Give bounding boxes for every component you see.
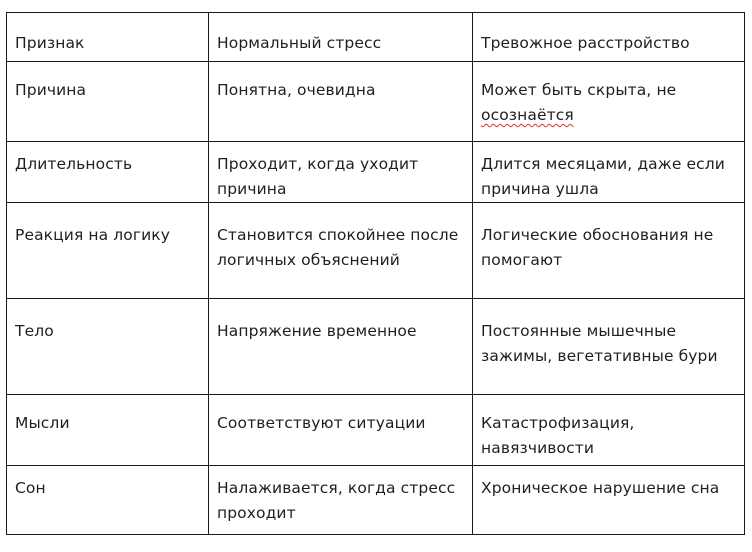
table-row (7, 62, 745, 142)
header-label-feature: Признак (15, 34, 85, 52)
cell-text: Длится месяцами, даже если причина ушла (481, 155, 725, 198)
cell-text: Мысли (15, 414, 70, 432)
cell-normal[interactable] (209, 395, 473, 466)
header-cell-feature[interactable] (7, 13, 209, 62)
cell-feature[interactable] (7, 299, 209, 395)
header-cell-anxiety-disorder[interactable] (473, 13, 745, 62)
cell-text: Логические обоснования не помогают (481, 226, 714, 269)
cell-anxiety[interactable] (473, 395, 745, 466)
cell-text: Реакция на логику (15, 226, 171, 244)
cell-normal[interactable] (209, 62, 473, 142)
cell-text: Хроническое нарушение сна (481, 479, 720, 497)
table-row (7, 299, 745, 395)
cell-text: Причина (15, 81, 87, 99)
cell-text: Понятна, очевидна (217, 81, 376, 99)
cell-text: Длительность (15, 155, 133, 173)
table-row (7, 142, 745, 203)
cell-anxiety[interactable] (473, 299, 745, 395)
header-label-normal-stress: Нормальный стресс (217, 34, 382, 52)
comparison-table (6, 12, 745, 535)
cell-normal[interactable] (209, 466, 473, 535)
cell-text: Сон (15, 479, 46, 497)
cell-feature[interactable] (7, 142, 209, 203)
cell-anxiety[interactable] (473, 62, 745, 142)
cell-anxiety[interactable] (473, 142, 745, 203)
header-label-anxiety-disorder: Тревожное расстройство (481, 34, 690, 52)
table-row (7, 203, 745, 299)
cell-text: Налаживается, когда стресс проходит (217, 479, 456, 522)
cell-feature[interactable] (7, 62, 209, 142)
cell-text: Тело (15, 322, 54, 340)
cell-text: Катастрофизация, навязчивости (481, 414, 635, 457)
cell-text: Проходит, когда уходит причина (217, 155, 419, 198)
cell-text-wrapper (481, 62, 736, 128)
cell-feature[interactable] (7, 395, 209, 466)
cell-anxiety[interactable] (473, 466, 745, 535)
cell-feature[interactable] (7, 203, 209, 299)
cell-text: Может быть скрыта, не (481, 81, 677, 99)
cell-normal[interactable] (209, 203, 473, 299)
table-header-row (7, 13, 745, 62)
cell-normal[interactable] (209, 299, 473, 395)
table-row (7, 395, 745, 466)
cell-text: Напряжение временное (217, 322, 417, 340)
cell-text: Соответствуют ситуации (217, 414, 426, 432)
cell-text: Постоянные мышечные зажимы, вегетативные бури (481, 322, 718, 365)
cell-normal[interactable] (209, 142, 473, 203)
table-row (7, 466, 745, 535)
spellcheck-flagged-word[interactable]: осознаётся (481, 106, 574, 124)
header-cell-normal-stress[interactable] (209, 13, 473, 62)
cell-anxiety[interactable] (473, 203, 745, 299)
cell-feature[interactable] (7, 466, 209, 535)
cell-text: Становится спокойнее после логичных объяснений (217, 226, 459, 269)
